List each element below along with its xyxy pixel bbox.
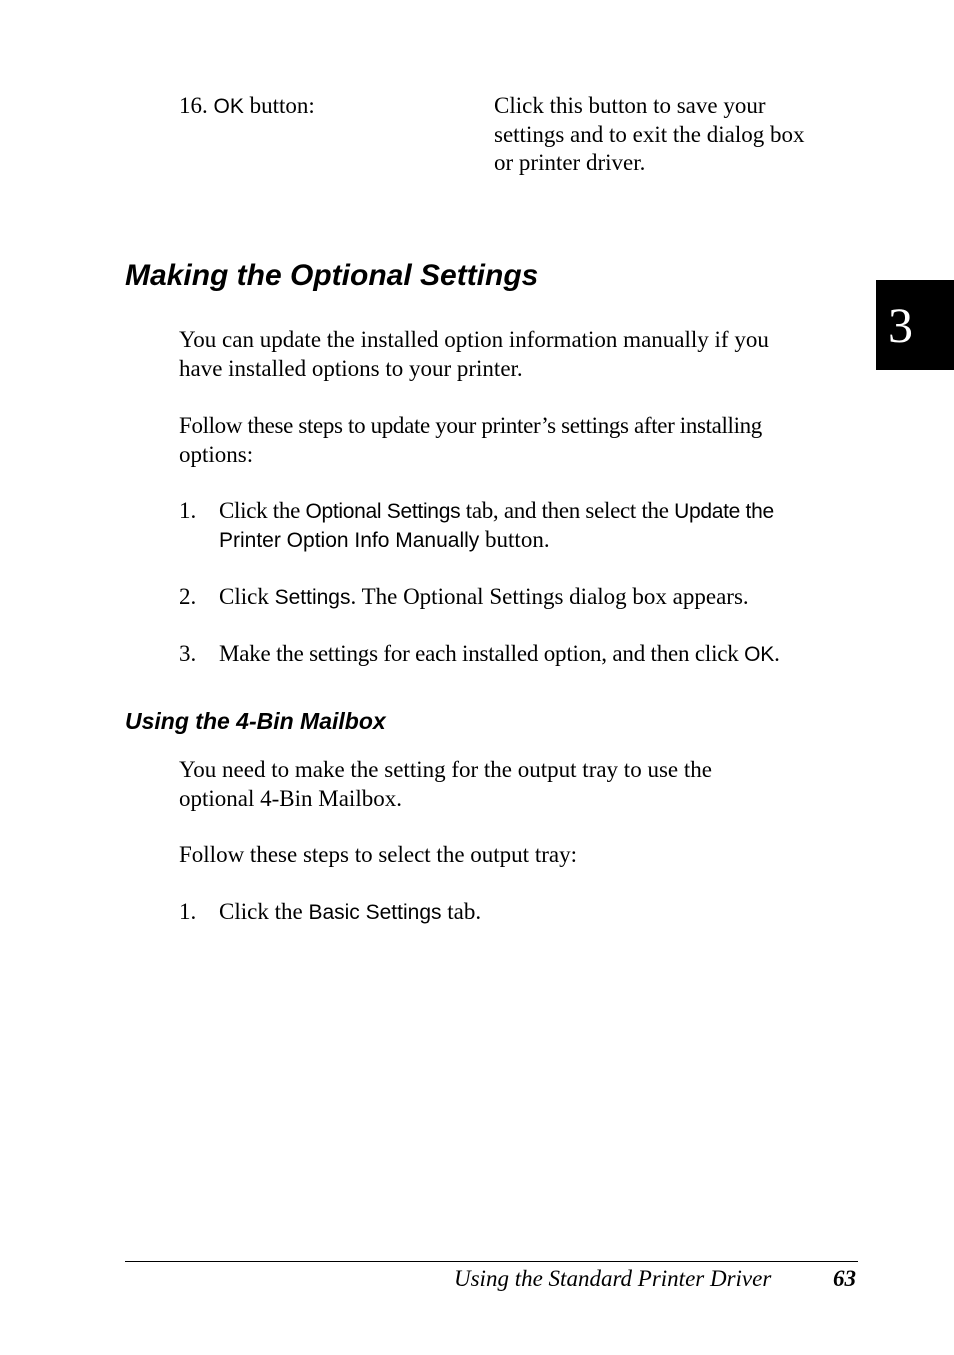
subsection-intro-paragraph <box>179 756 869 813</box>
basic-settings-tab-name: Basic Settings <box>308 901 442 924</box>
item-number: 16. <box>179 93 208 118</box>
footer-title: Using the Standard Printer Driver <box>454 1266 772 1291</box>
definition-item-16 <box>179 92 499 122</box>
subsection-step-1 <box>179 898 879 928</box>
step-1 <box>179 497 879 557</box>
step-3 <box>179 640 879 670</box>
step-text: tab, and then select the <box>460 498 675 523</box>
footer-divider <box>125 1261 858 1262</box>
step-number: 2. <box>179 584 197 609</box>
paragraph-line: have installed options to your printer. <box>179 355 523 381</box>
description-line: settings and to exit the dialog box <box>494 121 805 147</box>
update-option-button-name-cont: Printer Option Info Manually <box>219 528 480 552</box>
paragraph-line: Follow these steps to update your printer’s settings after installing <box>179 413 762 438</box>
step-text: . The Optional Settings dialog box appears. <box>350 584 749 609</box>
item-16-description <box>494 92 874 178</box>
paragraph-line: You need to make the setting for the output tray to use the <box>179 757 712 782</box>
page-number: 63 <box>833 1266 856 1291</box>
description-line: or printer driver. <box>494 150 646 175</box>
optional-settings-tab-name: Optional Settings <box>305 500 461 523</box>
section-follow-paragraph <box>179 412 879 469</box>
section-intro-paragraph <box>179 326 869 383</box>
step-text: Click the <box>219 498 306 523</box>
paragraph-line: You can update the installed option information manually if you <box>179 327 769 352</box>
subsection-heading: Using the 4-Bin Mailbox <box>125 708 386 734</box>
subsection-follow-paragraph: Follow these steps to select the output tray: <box>179 842 577 867</box>
step-text: button. <box>479 526 550 552</box>
step-number: 3. <box>179 641 197 666</box>
ok-button-name: OK <box>213 95 244 118</box>
settings-button-name: Settings <box>274 586 351 609</box>
update-option-button-name: Update the <box>674 500 774 523</box>
step-2 <box>179 583 879 613</box>
ok-button-name: OK <box>744 643 775 666</box>
chapter-tab: 3 <box>876 280 954 370</box>
step-text: Click <box>219 584 275 609</box>
paragraph-line: options: <box>179 441 254 467</box>
step-text: tab. <box>441 899 482 924</box>
step-number: 1. <box>179 899 197 924</box>
step-text: . <box>774 641 780 666</box>
step-text: Make the settings for each installed option, and then click <box>219 641 745 666</box>
item-suffix: button: <box>249 93 315 118</box>
description-line: Click this button to save your <box>494 93 766 118</box>
paragraph-line: optional 4-Bin Mailbox. <box>179 785 402 811</box>
section-heading: Making the Optional Settings <box>125 259 539 292</box>
step-text: Click the <box>219 899 309 924</box>
step-number: 1. <box>179 498 197 523</box>
